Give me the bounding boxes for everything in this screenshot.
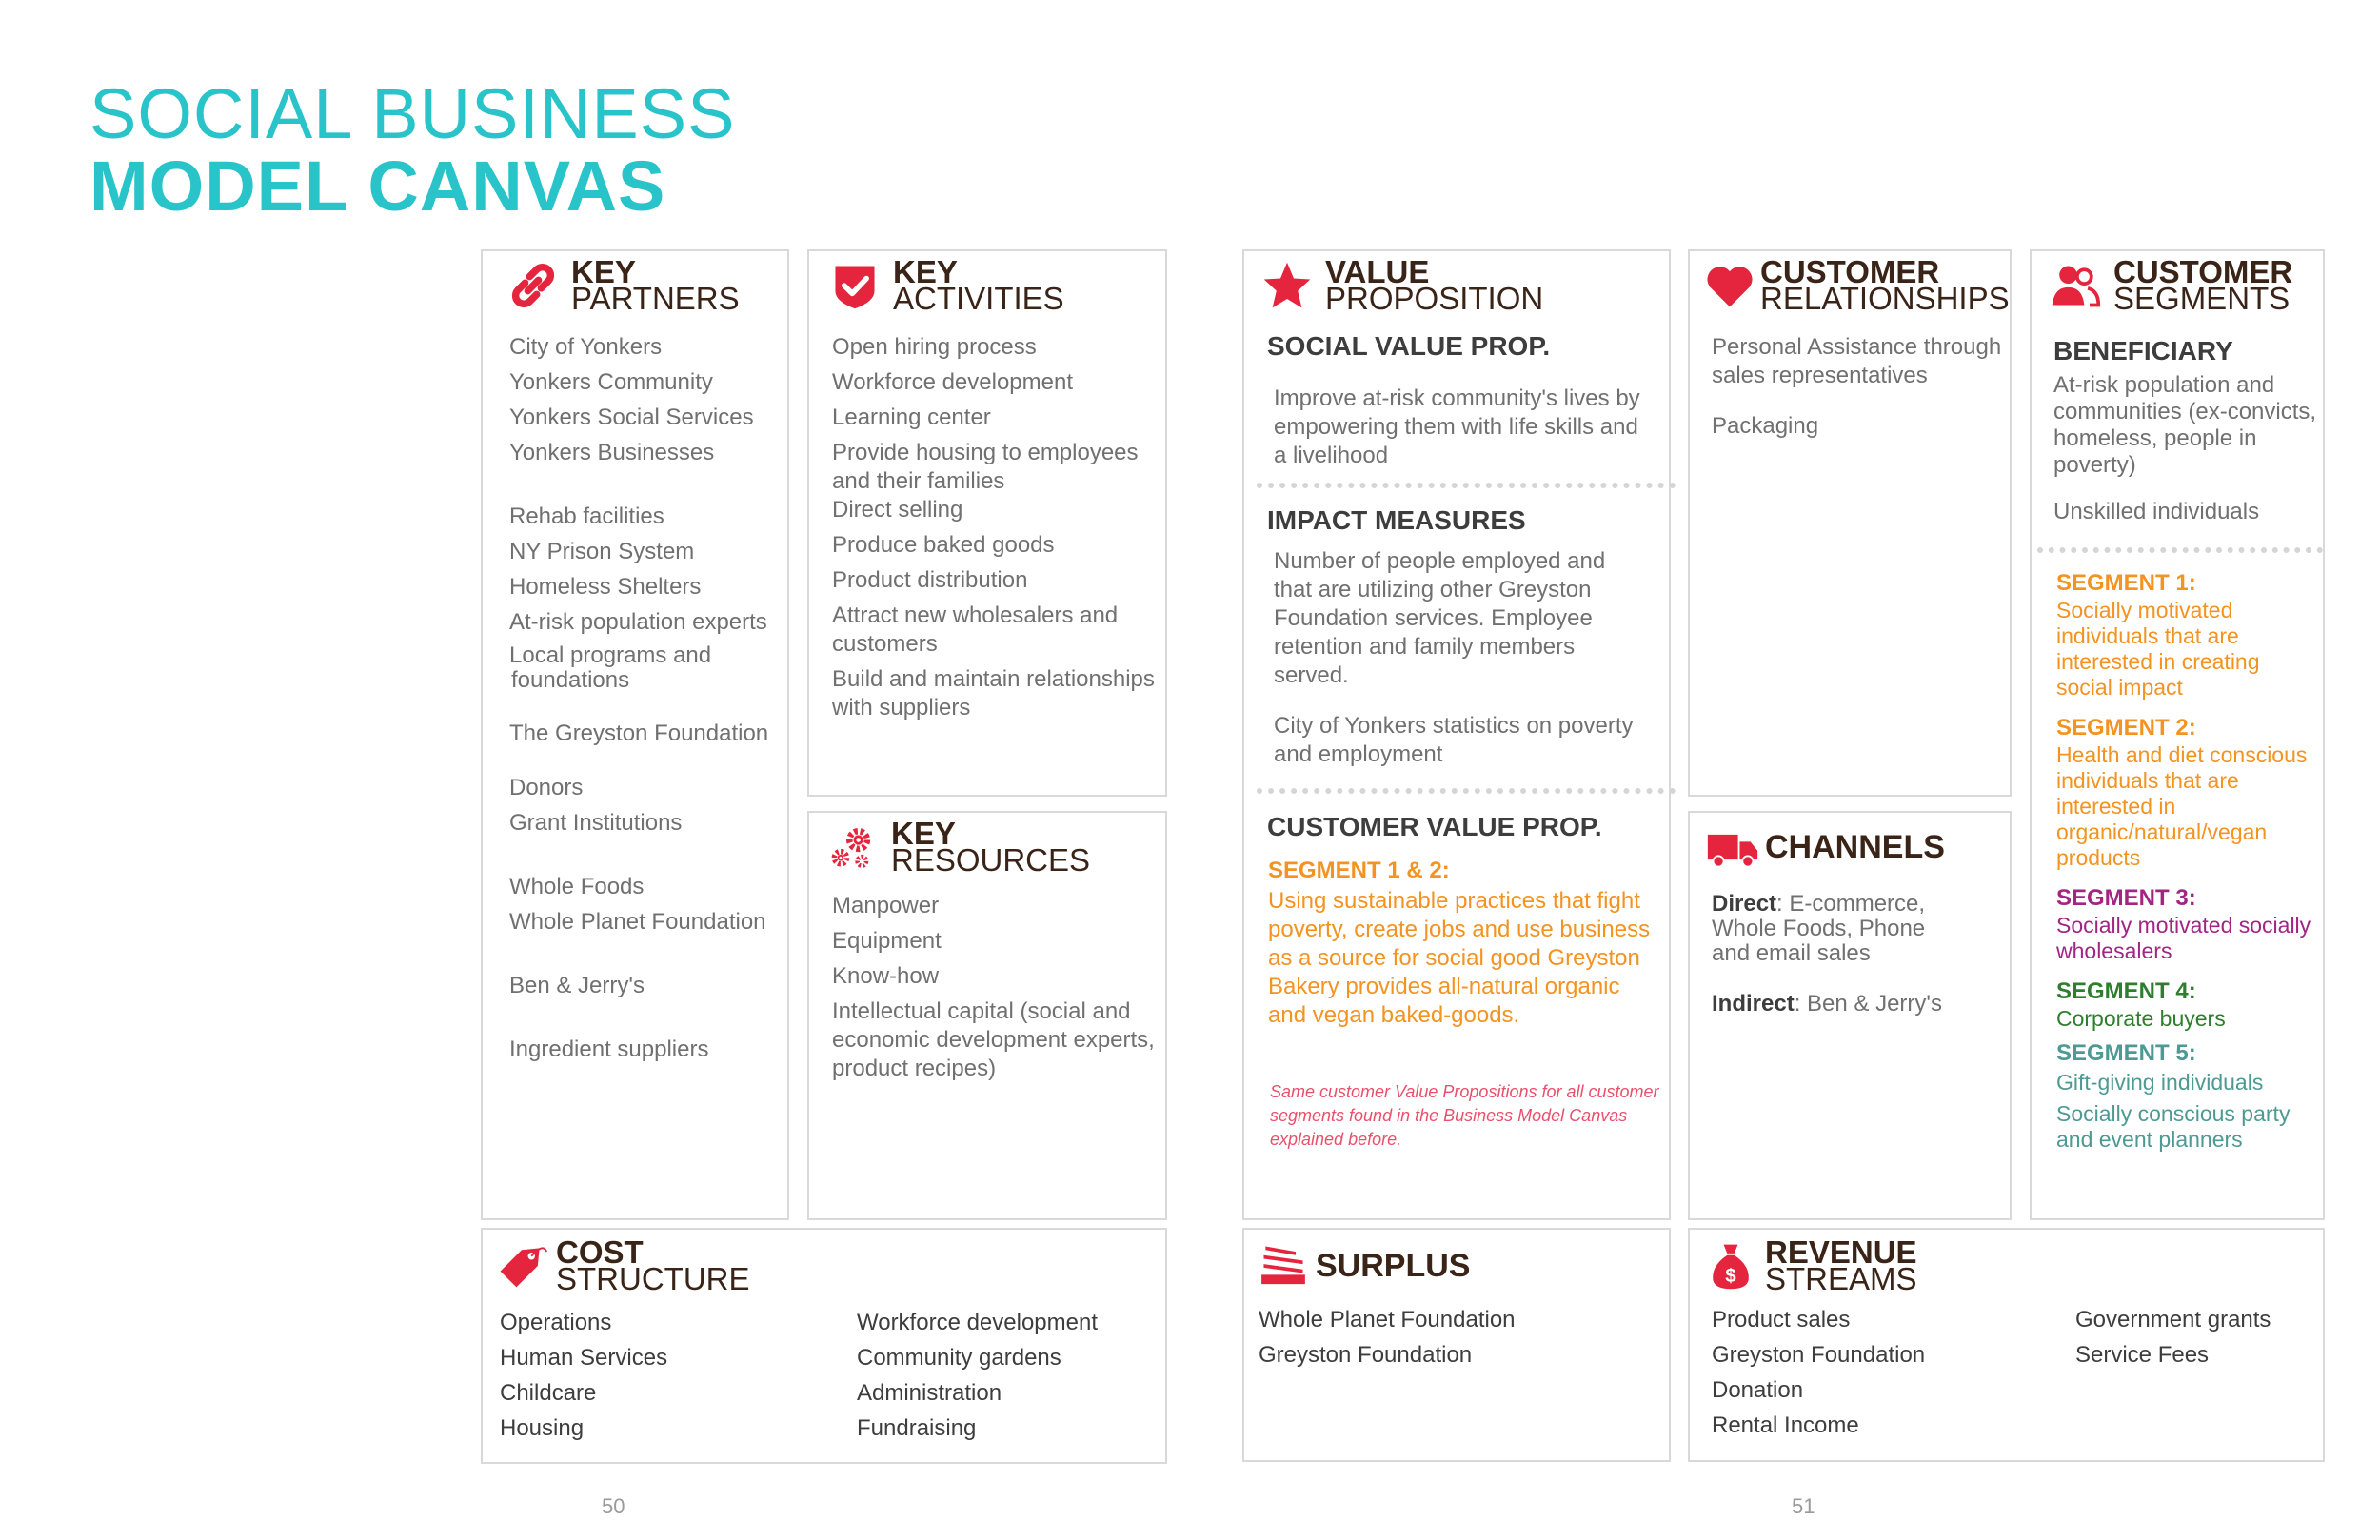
list-item: City of Yonkers [509,334,663,360]
list-item: The Greyston Foundation [509,721,769,746]
key-partners-header [505,254,740,316]
list-item: Workforce development [857,1310,1099,1335]
key-resources-title-a: KEY [891,816,956,851]
list-item: Rehab facilities [509,503,664,529]
key-resources-header [824,816,1091,878]
channels-indirect-label: Indirect [1712,991,1795,1017]
customer-relationships-item-2: Packaging [1712,413,1819,439]
price-tag-icon [493,1237,550,1294]
cost-structure-header [493,1234,750,1296]
list-item: Childcare [500,1380,597,1406]
list-item: Human Services [500,1345,668,1371]
list-item: Know-how [832,963,940,989]
key-resources-list [832,892,1165,1083]
list-item: Ingredient suppliers [509,1037,709,1062]
list-item: Yonkers Social Services [509,405,754,430]
list-item: Direct selling [832,497,963,523]
list-item: Operations [500,1310,612,1335]
segment-2-text: Health and diet conscious individuals that are interested in organic/natural/vegan products [2056,742,2308,870]
customer-relationships-title-a: CUSTOMER [1760,254,1940,289]
key-activities-list [832,333,1165,722]
value-prop-note: Same customer Value Propositions for all customer segments found in the Business Model Canvas explained before. [1270,1082,1659,1149]
segment-3-text: Socially motivated socially wholesalers [2056,913,2311,963]
heart-icon [1701,257,1758,314]
list-item: Ben & Jerry's [509,973,645,998]
surplus-header [1255,1237,1470,1294]
divider [1257,788,1676,794]
list-item: Greyston Foundation [1259,1342,1473,1368]
revenue-streams-header [1702,1234,1917,1296]
list-item: Homeless Shelters [509,574,702,600]
segment-1-heading: SEGMENT 1: [2056,570,2196,596]
cost-structure-title-b: STRUCTURE [556,1261,750,1296]
list-item: Housing [500,1415,585,1441]
channels-indirect-text: : Ben & Jerry's [1794,991,1942,1017]
segment-1-text: Socially motivated individuals that are interested in creating social impact [2056,598,2260,700]
impact-measures-text-2: City of Yonkers statistics on poverty and employment [1274,713,1634,767]
impact-measures-text: Number of people employed and that are utilizing other Greyston Foundation services. Employee retention and family members served. [1274,548,1606,688]
segment-3-heading: SEGMENT 3: [2056,885,2196,911]
revenue-streams-title-a: REVENUE [1765,1234,1917,1270]
key-resources-title-b: RESOURCES [891,842,1091,878]
key-partners-list [509,333,768,1064]
surplus-list [1259,1306,1516,1370]
divider [1257,483,1676,488]
channels-direct-label: Direct [1712,891,1777,917]
list-item: Whole Planet Foundation [509,909,766,935]
money-bag-icon [1702,1237,1759,1294]
list-item: Yonkers Businesses [509,440,715,465]
list-item: Donors [509,775,584,800]
list-item: Product distribution [832,567,1028,593]
social-value-prop-heading: SOCIAL VALUE PROP. [1267,331,1551,361]
revenue-streams-col-2 [2075,1306,2271,1370]
customer-segments-title-b: SEGMENTS [2113,281,2291,316]
list-item: foundations [511,667,630,693]
divider [2037,547,2323,553]
list-item: Open hiring process [832,334,1037,360]
stack-icon [1255,1237,1312,1294]
list-item: Learning center [832,405,991,430]
channels-direct-text: : E-commerce, Whole Foods, Phone and email sales [1712,891,1926,966]
channels-title: CHANNELS [1765,829,1945,865]
title-line-2: MODEL CANVAS [89,147,666,226]
revenue-streams-title-b: STREAMS [1765,1261,1917,1296]
list-item: Donation [1712,1377,1804,1403]
segment-5-text-1: Gift-giving individuals [2056,1070,2264,1095]
list-item: Rental Income [1712,1412,1859,1438]
channels-direct [1712,892,1950,966]
list-item: Yonkers Community [509,369,713,395]
list-item: Service Fees [2075,1342,2210,1368]
beneficiary-heading: BENEFICIARY [2053,336,2233,365]
list-item: Grant Institutions [509,810,683,836]
impact-measures-heading: IMPACT MEASURES [1267,505,1526,535]
segment-2-heading: SEGMENT 2: [2056,715,2196,740]
segments-list [2056,569,2313,1153]
value-proposition-title-a: VALUE [1325,254,1430,289]
title-line-1: SOCIAL BUSINESS [89,74,736,153]
segment-4-text: Corporate buyers [2056,1006,2226,1031]
surplus-title: SURPLUS [1316,1248,1471,1284]
list-item: Product sales [1712,1307,1851,1333]
list-item: Administration [857,1380,1002,1406]
list-item: Build and maintain relationships with suppliers [832,666,1155,721]
channels-indirect [1712,990,1942,1018]
gears-icon [824,819,882,876]
customer-segments-title-a: CUSTOMER [2113,254,2293,289]
list-item: Government grants [2075,1307,2271,1333]
channels-header [1704,819,1945,876]
list-item: Provide housing to employees and their families [832,440,1139,494]
cost-structure-col-2 [857,1309,1098,1443]
list-item: Manpower [832,893,940,918]
segment-1-2-text: Using sustainable practices that fight poverty, create jobs and use business as a source for social good Greyston Bakery provides all-natural organic and vegan baked-goods. [1268,888,1651,1028]
cost-structure-col-1 [500,1309,667,1443]
value-proposition-header [1259,254,1544,316]
list-item: Whole Planet Foundation [1259,1307,1516,1333]
svg-text:$: $ [1725,1264,1736,1287]
list-item: Community gardens [857,1345,1061,1371]
cost-structure-title-a: COST [556,1234,644,1270]
customer-relationships-item-1: Personal Assistance through sales representatives [1712,334,2002,388]
list-item: Fundraising [857,1415,977,1441]
checkmark-shield-icon [826,257,883,314]
list-item: Whole Foods [509,874,645,899]
social-value-prop-text: Improve at-risk community's lives by empowering them with life skills and a livelihood [1274,385,1640,468]
list-item: Workforce development [832,369,1074,395]
customer-relationships-header [1701,254,2010,316]
list-item: NY Prison System [509,539,695,564]
list-item: Local programs and [509,642,712,668]
key-activities-title-b: ACTIVITIES [893,281,1064,316]
customer-relationships-box [1688,249,2012,797]
customer-segments-header [2047,254,2293,316]
segment-4-heading: SEGMENT 4: [2056,978,2196,1004]
customer-value-prop-heading: CUSTOMER VALUE PROP. [1267,812,1602,841]
list-item: Intellectual capital (social and economic development experts, product recipes) [832,998,1155,1081]
key-partners-title-a: KEY [571,254,636,289]
people-icon [2047,257,2104,314]
page-number-left: 50 [602,1494,625,1518]
value-proposition-title-b: PROPOSITION [1325,281,1544,316]
page-number-right: 51 [1792,1494,1815,1518]
unskilled-individuals: Unskilled individuals [2053,499,2260,524]
key-activities-title-a: KEY [893,254,958,289]
segment-5-text-2: Socially conscious party and event planners [2056,1101,2291,1152]
revenue-streams-col-1 [1712,1306,1925,1440]
star-icon [1259,257,1316,314]
page-title [89,74,736,226]
segment-5-heading: SEGMENT 5: [2056,1040,2196,1066]
segment-1-2-heading: SEGMENT 1 & 2: [1268,858,1450,883]
list-item: Greyston Foundation [1712,1342,1926,1368]
list-item: Produce baked goods [832,532,1055,558]
truck-icon [1704,819,1761,876]
customer-relationships-title-b: RELATIONSHIPS [1760,281,2010,316]
list-item: At-risk population experts [509,609,767,635]
list-item: Attract new wholesalers and customers [832,602,1119,657]
key-partners-title-b: PARTNERS [571,281,740,316]
list-item: Equipment [832,928,942,954]
link-icon [505,257,562,314]
beneficiary-text: At-risk population and communities (ex-convicts, homeless, people in poverty) [2053,372,2317,478]
key-activities-header [826,254,1064,316]
